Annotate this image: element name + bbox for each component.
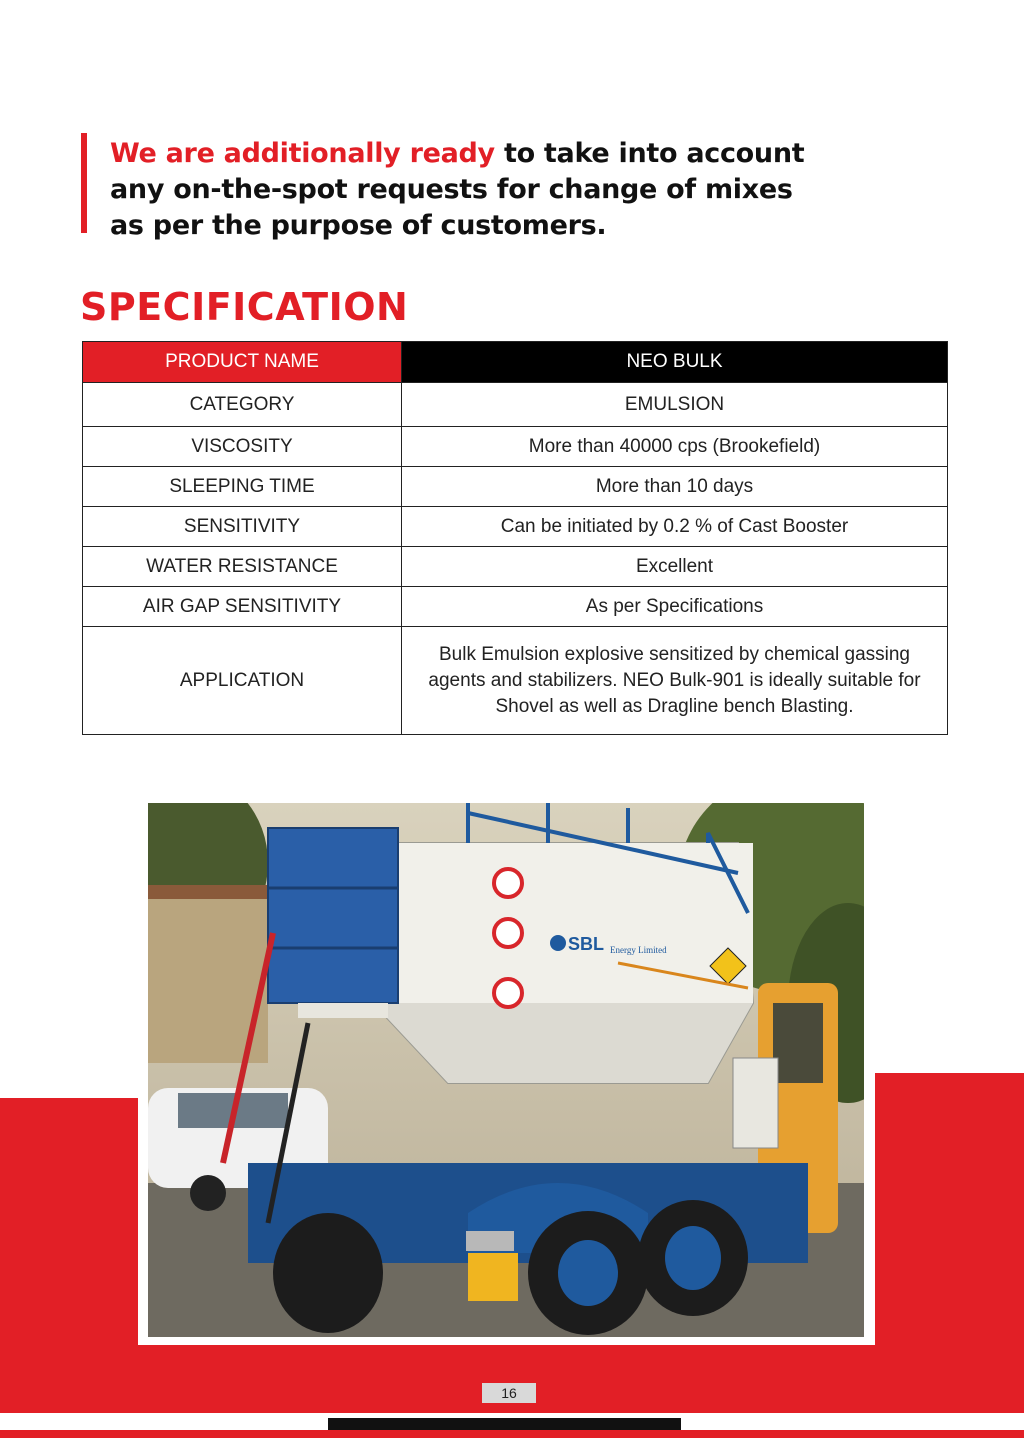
intro-line1-rest: to take into account: [494, 138, 805, 169]
table-row: [83, 627, 948, 735]
spec-key: WATER RESISTANCE: [83, 547, 402, 587]
truck-logo-sub: Energy Limited: [610, 945, 667, 955]
spec-header-row: [83, 342, 948, 383]
spec-value: More than 40000 cps (Brookefield): [402, 427, 948, 467]
truck-logo-text: SBL: [568, 934, 604, 954]
spec-value: Can be initiated by 0.2 % of Cast Booster: [402, 507, 948, 547]
spec-key: AIR GAP SENSITIVITY: [83, 587, 402, 627]
spec-value: EMULSION: [402, 383, 948, 427]
spec-value: More than 10 days: [402, 467, 948, 507]
spec-table: [82, 341, 948, 735]
spec-header-key: PRODUCT NAME: [83, 342, 402, 383]
section-title: SPECIFICATION: [80, 285, 409, 329]
spec-key: CATEGORY: [83, 383, 402, 427]
intro-highlight: We are additionally ready: [110, 138, 495, 169]
table-row: [83, 383, 948, 427]
intro-line3: as per the purpose of customers.: [110, 210, 607, 241]
page-number: 16: [482, 1383, 536, 1403]
table-row: [83, 587, 948, 627]
spec-key: VISCOSITY: [83, 427, 402, 467]
spec-key: APPLICATION: [83, 627, 402, 735]
table-row: [83, 467, 948, 507]
intro-line2: any on-the-spot requests for change of mixes: [110, 174, 793, 205]
table-row: [83, 427, 948, 467]
footer-black-bar: [328, 1418, 681, 1430]
intro-quote: [110, 136, 810, 244]
table-row: [83, 507, 948, 547]
spec-key: SLEEPING TIME: [83, 467, 402, 507]
truck-photo: [148, 803, 864, 1337]
spec-value: Excellent: [402, 547, 948, 587]
footer-red-stripe: [0, 1430, 1024, 1438]
spec-value: Bulk Emulsion explosive sensitized by chemical gassing agents and stabilizers. NEO Bulk-901 is ideally suitable for Shovel as well as Dragline bench Blasting.: [402, 627, 948, 735]
table-row: [83, 547, 948, 587]
spec-value: As per Specifications: [402, 587, 948, 627]
truck-illustration: [148, 803, 864, 1337]
spec-header-value: NEO BULK: [402, 342, 948, 383]
footer-white-stripe: [0, 1438, 1024, 1448]
spec-key: SENSITIVITY: [83, 507, 402, 547]
quote-accent-bar: [81, 133, 87, 233]
